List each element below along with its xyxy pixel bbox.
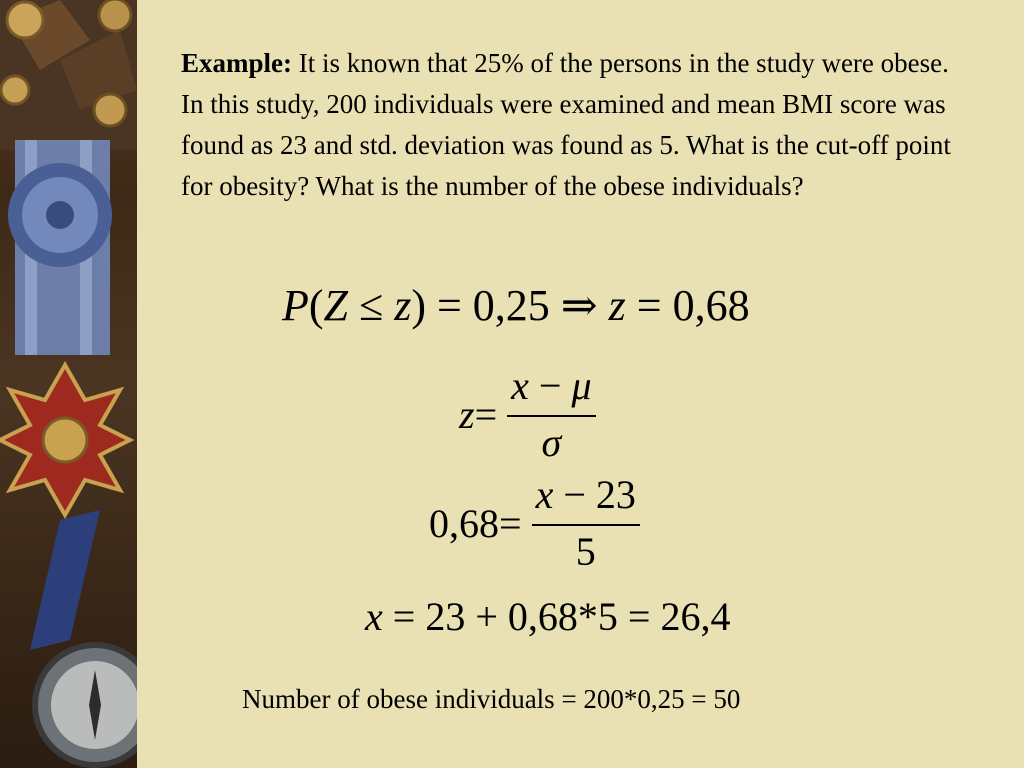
z-score-formula: z = $\frac{x - \mu}{\sigma}$: [459, 362, 596, 466]
slide-content: [137, 0, 1024, 768]
obese-count-result: Number of obese individuals = 200*0,25 = 50: [242, 684, 741, 714]
decorative-sidebar: [0, 0, 137, 768]
problem-statement: [181, 43, 971, 207]
example-label: Example:: [181, 48, 292, 78]
substituted-fraction: $\frac{x - 23}{5}$: [532, 471, 640, 575]
probability-equation: P(Z ≤ z) = 0,25 ⇒ z = 0,68: [282, 281, 750, 330]
cutoff-calculation: x = 23 + 0,68*5 = 26,4: [365, 594, 731, 639]
z-score-fraction: $\frac{x - \mu}{\sigma}$: [507, 362, 595, 466]
problem-text: It is known that 25% of the persons in the study were obese. In this study, 200 individuals were examined and mean BMI score was found as 23 and std. deviation was found as 5. What is the cut-off point for obesity? What is the number of the obese individuals?: [181, 48, 951, 201]
medal-collage-image: [0, 0, 137, 768]
substituted-formula: 0,68 = $\frac{x - 23}{5}$: [429, 471, 640, 575]
